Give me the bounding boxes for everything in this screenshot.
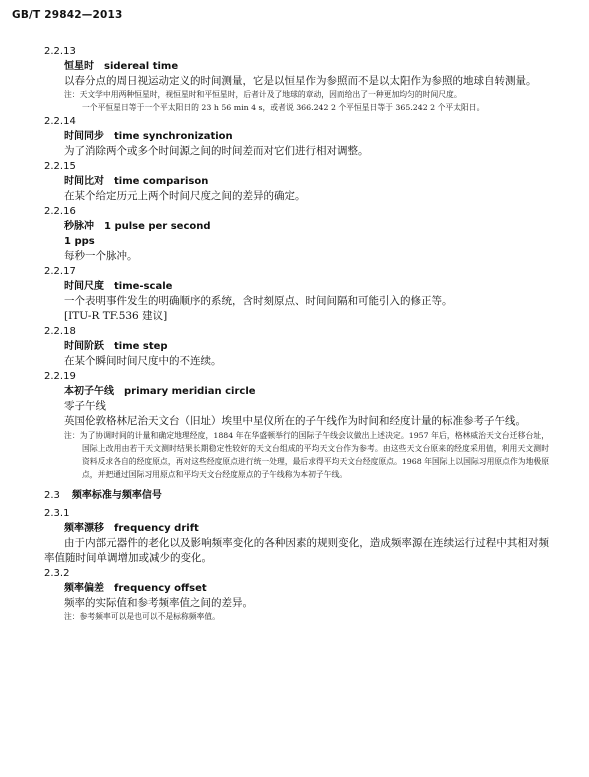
- clause-number: 2.2.18: [44, 326, 76, 337]
- definition: 频率的实际值和参考频率值之间的差异。: [64, 597, 253, 609]
- clause-number: 2.3.1: [44, 508, 70, 519]
- clause-number: 2.2.17: [44, 266, 76, 277]
- definition: 在某个给定历元上两个时间尺度之间的差异的确定。: [64, 190, 306, 202]
- term-heading: 秒脉冲 1 pulse per second: [64, 221, 211, 232]
- note: 注：为了协调时间的计量和确定地理经度，1884 年在华盛顿举行的国际子午线会议做出上述决定。1957 年后，格林威治天文台迁移台址，国际上改用由若干天文测时结果长期稳定性较好的天文台组成的平均天文台作为参考。由这些天文台原来的经度采用值，利用天文测时资料反求各自的经度原点，再对这些经度原点进行统一处理，最后求得平均天文台经度原点。1968 年国际上以国际习用原点作为地极原点，并把通过国际习用原点和平均天文台经度原点的子午线称为本初子午线。: [64, 431, 549, 479]
- term-heading: 时间尺度 time-scale: [64, 281, 173, 292]
- source-reference: [ITU-R TF.536 建议]: [64, 310, 168, 322]
- section-number: 2.3: [44, 490, 60, 501]
- document-body: [44, 44, 549, 624]
- term-heading: 时间同步 time synchronization: [64, 131, 233, 142]
- note: 注：参考频率可以是也可以不是标称频率值。: [64, 612, 220, 621]
- term-heading: 时间阶跃 time step: [64, 341, 168, 352]
- clause-number: 2.2.15: [44, 161, 76, 172]
- definition: 一个表明事件发生的明确顺序的系统，含时刻原点、时间间隔和可能引入的修正等。: [64, 295, 453, 307]
- clause-number: 2.3.2: [44, 568, 70, 579]
- note-continuation: 一个平恒星日等于一个平太阳日的 23 h 56 min 4 s，或者说 366.242 2 个平恒星日等于 365.242 2 个平太阳日。: [82, 102, 485, 112]
- definition: 每秒一个脉冲。: [64, 250, 138, 262]
- clause-number: 2.2.19: [44, 371, 76, 382]
- section-title: 频率标准与频率信号: [71, 490, 162, 501]
- definition: 为了消除两个或多个时间源之间的时间差而对它们进行相对调整。: [64, 145, 369, 157]
- clause-number: 2.2.14: [44, 116, 76, 127]
- term-heading: 恒星时 sidereal time: [64, 61, 179, 72]
- definition: 英国伦敦格林尼治天文台（旧址）埃里中星仪所在的子午线作为时间和经度计量的标准参考子午线。: [64, 415, 526, 427]
- clause-number: 2.2.13: [44, 46, 76, 57]
- definition: 由于内部元器件的老化以及影响频率变化的各种因素的规则变化，造成频率源在连续运行过程中其相对频率值随时间单调增加或减少的变化。: [44, 537, 549, 564]
- term-heading: 频率漂移 frequency drift: [64, 523, 199, 534]
- term-heading: 频率偏差 frequency offset: [64, 583, 207, 594]
- section-heading: [44, 488, 549, 503]
- standard-header: GB/T 29842—2013: [12, 9, 123, 21]
- clause-number: 2.2.16: [44, 206, 76, 217]
- term-abbreviation: 1 pps: [64, 236, 95, 247]
- term-heading: 本初子午线 primary meridian circle: [64, 386, 256, 397]
- definition: 以春分点的周日视运动定义的时间测量，它是以恒星作为参照而不是以太阳作为参照的地球自转测量。: [64, 75, 537, 87]
- term-synonym: 零子午线: [64, 400, 106, 412]
- definition: 在某个瞬间时间尺度中的不连续。: [64, 355, 222, 367]
- note: 注：天文学中用两种恒星时，视恒星时和平恒星时，后者计及了地球的章动，因而给出了一种更加均匀的时间尺度。: [64, 90, 462, 99]
- term-heading: 时间比对 time comparison: [64, 176, 209, 187]
